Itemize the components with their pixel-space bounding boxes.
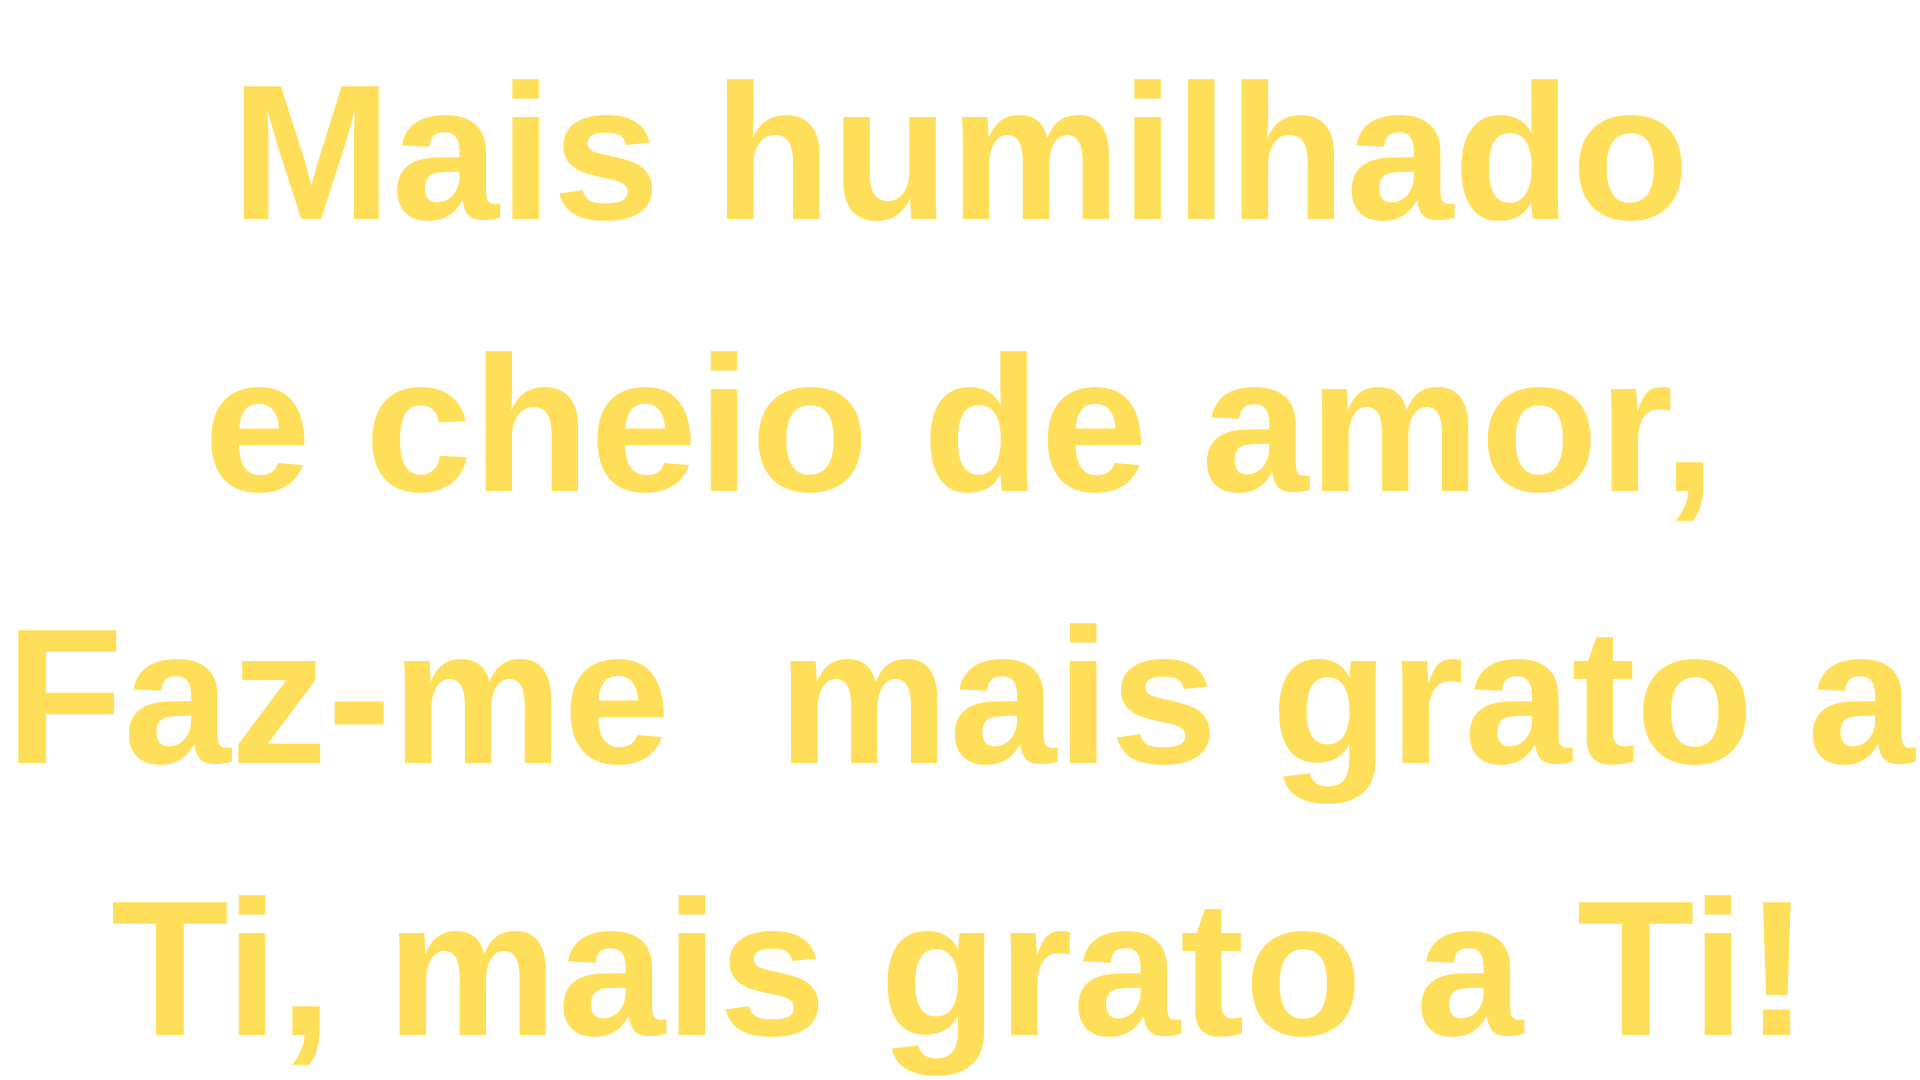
lyric-line-4: Ti, mais grato a Ti! — [110, 860, 1810, 1076]
lyric-line-2: e cheio de amor, — [203, 316, 1717, 532]
lyric-line-3: Faz-me mais grato a — [5, 588, 1915, 804]
lyric-line-1: Mais humilhado — [230, 44, 1690, 260]
